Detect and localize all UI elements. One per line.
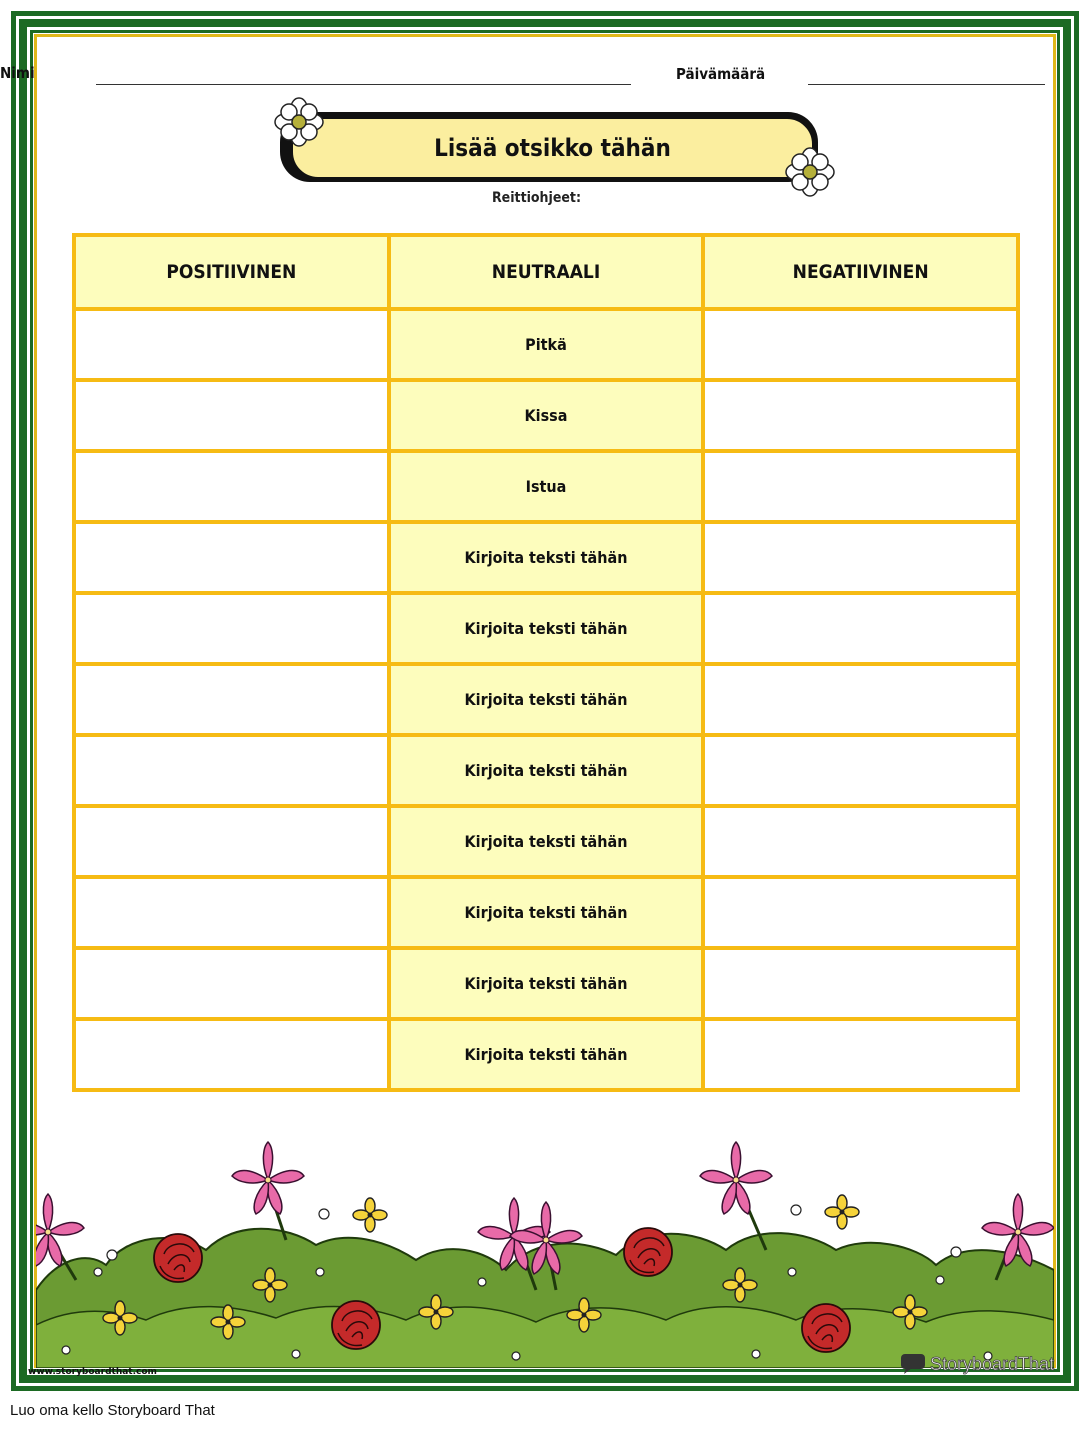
positive-cell[interactable] bbox=[74, 948, 389, 1019]
table-row bbox=[74, 309, 1018, 380]
directions-label: Reittiohjeet: bbox=[491, 190, 581, 206]
table-row bbox=[74, 1019, 1018, 1090]
table-row bbox=[74, 664, 1018, 735]
name-field[interactable] bbox=[96, 84, 631, 85]
positive-cell[interactable] bbox=[74, 380, 389, 451]
neutral-cell[interactable]: Kirjoita teksti tähän bbox=[389, 806, 704, 877]
table-row bbox=[74, 806, 1018, 877]
neutral-cell[interactable]: Kirjoita teksti tähän bbox=[389, 522, 704, 593]
date-label: Päivämäärä bbox=[676, 65, 766, 83]
speech-bubble-icon bbox=[900, 1353, 926, 1375]
positive-cell[interactable] bbox=[74, 664, 389, 735]
flower-garden-illustration bbox=[36, 1140, 1054, 1368]
positive-cell[interactable] bbox=[74, 806, 389, 877]
neutral-cell[interactable]: Kirjoita teksti tähän bbox=[389, 877, 704, 948]
negative-cell[interactable] bbox=[703, 380, 1018, 451]
neutral-cell[interactable]: Pitkä bbox=[389, 309, 704, 380]
positive-cell[interactable] bbox=[74, 877, 389, 948]
table-row bbox=[74, 522, 1018, 593]
table-row bbox=[74, 877, 1018, 948]
table-header-row bbox=[74, 235, 1018, 309]
table-row bbox=[74, 593, 1018, 664]
negative-cell[interactable] bbox=[703, 593, 1018, 664]
negative-cell[interactable] bbox=[703, 309, 1018, 380]
positive-cell[interactable] bbox=[74, 522, 389, 593]
table-row bbox=[74, 380, 1018, 451]
title-banner[interactable] bbox=[290, 116, 815, 180]
neutral-cell[interactable]: Kissa bbox=[389, 380, 704, 451]
positive-cell[interactable] bbox=[74, 735, 389, 806]
negative-cell[interactable] bbox=[703, 806, 1018, 877]
negative-cell[interactable] bbox=[703, 522, 1018, 593]
negative-cell[interactable] bbox=[703, 664, 1018, 735]
column-header-positive: POSITIIVINEN bbox=[74, 235, 389, 309]
table-row bbox=[74, 948, 1018, 1019]
word-sort-table bbox=[72, 233, 1020, 1092]
positive-cell[interactable] bbox=[74, 451, 389, 522]
neutral-cell[interactable]: Kirjoita teksti tähän bbox=[389, 593, 704, 664]
neutral-cell[interactable]: Kirjoita teksti tähän bbox=[389, 735, 704, 806]
negative-cell[interactable] bbox=[703, 948, 1018, 1019]
negative-cell[interactable] bbox=[703, 451, 1018, 522]
neutral-cell[interactable]: Kirjoita teksti tähän bbox=[389, 948, 704, 1019]
storyboardthat-logo bbox=[900, 1353, 1054, 1375]
negative-cell[interactable] bbox=[703, 877, 1018, 948]
watermark-brand: StoryboardThat bbox=[930, 1353, 1055, 1374]
negative-cell[interactable] bbox=[703, 1019, 1018, 1090]
watermark-url: www.storyboardthat.com bbox=[28, 1367, 157, 1377]
neutral-cell[interactable]: Kirjoita teksti tähän bbox=[389, 1019, 704, 1090]
table-row bbox=[74, 451, 1018, 522]
neutral-cell[interactable]: Kirjoita teksti tähän bbox=[389, 664, 704, 735]
positive-cell[interactable] bbox=[74, 593, 389, 664]
name-label: Nimi bbox=[0, 64, 35, 82]
column-header-negative: NEGATIIVINEN bbox=[703, 235, 1018, 309]
daisy-icon bbox=[274, 97, 324, 147]
table-row bbox=[74, 735, 1018, 806]
column-header-neutral: NEUTRAALI bbox=[389, 235, 704, 309]
negative-cell[interactable] bbox=[703, 735, 1018, 806]
positive-cell[interactable] bbox=[74, 1019, 389, 1090]
page-title: Lisää otsikko tähän bbox=[434, 134, 671, 162]
positive-cell[interactable] bbox=[74, 309, 389, 380]
neutral-cell[interactable]: Istua bbox=[389, 451, 704, 522]
footer-caption: Luo oma kello Storyboard That bbox=[10, 1402, 215, 1419]
date-field[interactable] bbox=[808, 84, 1045, 85]
